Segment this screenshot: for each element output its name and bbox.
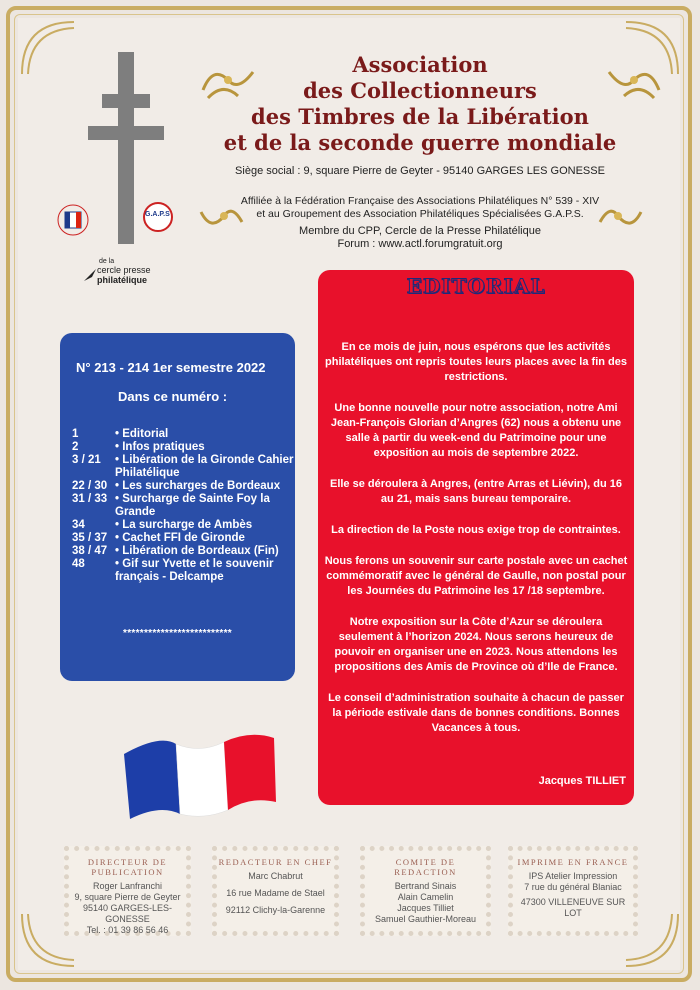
toc-page: 2 [72,441,79,453]
editorial-box [318,270,634,805]
stamp-line: Bertrand Sinais [394,881,457,891]
stamp-comite [360,846,491,936]
membre-cpp: Membre du CPP, Cercle de la Presse Philatélique [299,225,541,237]
stamp-line: Tel. : 01 39 86 56 46 [86,925,169,935]
toc-title: • Libération de la Gironde Cahier Philatélique [115,454,294,479]
title-line: des Collectionneurs [303,78,537,103]
toc-row[interactable] [72,428,294,441]
toc-row[interactable] [72,558,294,584]
stamp-imprime [508,846,638,936]
toc-row[interactable] [72,545,294,558]
stamp-line: Marc Chabrut [248,871,303,881]
stamp-line: 92112 Clichy-la-Garenne [225,905,326,915]
stamp-line: 95140 GARGES-LES-GONESSE [82,903,173,924]
stars-separator: ************************** [123,628,232,639]
toc-page: 48 [72,558,85,570]
toc-row[interactable] [72,493,294,519]
editorial-title: EDITORIAL [406,274,546,298]
toc-page: 38 / 47 [72,545,108,557]
stamp-directeur [64,846,191,936]
toc-title: • Les surcharges de Bordeaux [115,480,281,492]
stamp-line: Samuel Gauthier-Moreau [374,914,477,924]
cpp-small: de la [99,258,115,265]
title-line: Association [352,52,488,77]
toc-page: 3 / 21 [72,454,101,466]
stamp-line: Alain Camelin [397,892,454,902]
editorial-paragraph: Le conseil d’administration souhaite à chacun de passer la période estivale dans de bonnes conditions. Bonnes Vacances à tous. [328,692,624,734]
table-of-contents [72,428,294,584]
gaps-label: G.A.P.S [145,211,170,218]
title-line: et de la seconde guerre mondiale [223,130,617,155]
editorial-text [324,340,628,752]
siege-social: Siège social : 9, square Pierre de Geyter - 95140 GARGES LES GONESSE [235,165,605,177]
affiliation-line-2: et au Groupement des Association Philatéliques Spécialisées G.A.P.S. [256,208,584,220]
toc-row[interactable] [72,480,294,493]
toc-page: 22 / 30 [72,480,108,492]
stamp-line: 7 rue du général Blaniac [524,882,622,892]
stamp-redacteur [212,846,339,936]
stamp-line: 47300 VILLENEUVE SUR LOT [520,897,626,918]
issue-number: N° 213 - 214 1er semestre 2022 [76,360,266,375]
affiliation-line-1: Affiliée à la Fédération Française des Associations Philatéliques N° 539 - XIV [240,195,600,207]
cpp-line-1: cercle presse [97,265,151,275]
stamp-heading: COMITE DE REDACTION [394,857,457,877]
cpp-logo [83,258,151,285]
editorial-signature: Jacques TILLIET [538,775,626,787]
ffap-logo-icon [55,202,91,238]
sommaire-heading: Dans ce numéro : [118,389,228,404]
title-line: des Timbres de la Libération [251,104,589,129]
sommaire-box [60,333,295,681]
stamp-line: Jacques Tilliet [397,903,454,913]
toc-title: • Cachet FFI de Gironde [115,532,245,544]
toc-row[interactable] [72,454,294,480]
quill-icon [83,268,97,282]
toc-row[interactable] [72,532,294,545]
editorial-paragraph: La direction de la Poste nous exige trop de contraintes. [331,524,621,536]
stamp-line: IPS Atelier Impression [528,871,618,881]
association-title [200,52,640,156]
stamp-heading: IMPRIME EN FRANCE [517,857,629,867]
corner-ornament-icon [18,18,78,78]
editorial-paragraph: Elle se déroulera à Angres, (entre Arras et Liévin), du 16 au 21, mais sans bureau temporaire. [329,478,622,505]
toc-title: • Libération de Bordeaux (Fin) [115,545,279,557]
toc-title: • Infos pratiques [115,441,205,453]
toc-row[interactable] [72,441,294,454]
french-flag-icon [120,724,280,824]
toc-title: • La surcharge de Ambès [115,519,253,531]
stamp-line: 9, square Pierre de Geyter [74,892,181,902]
editorial-paragraph: En ce mois de juin, nous espérons que les activités philatéliques ont repris toutes leurs places avec la fin des restrictions. [325,341,627,383]
editorial-paragraph: Une bonne nouvelle pour notre association, notre Ami Jean-François Glorian d’Angres (62) nous a obtenu une salle à partir du week-end du Patrimoine pour une exposition au mois de septembre 2022. [330,402,622,459]
toc-page: 31 / 33 [72,493,108,505]
stamp-line: Roger Lanfranchi [92,881,163,891]
toc-page: 35 / 37 [72,532,108,544]
toc-page: 34 [72,519,85,531]
stamp-heading: DIRECTEUR DE PUBLICATION [87,857,168,877]
forum-link[interactable]: Forum : www.actl.forumgratuit.org [337,238,503,250]
toc-title: • Surcharge de Sainte Foy la Grande [115,493,270,518]
stamp-heading: REDACTEUR EN CHEF [218,857,333,867]
editorial-paragraph: Nous ferons un souvenir sur carte postale avec un cachet commémoratif avec le général de Gaulle, non postal pour les Journées du Patrimoine les 17 /18 septembre. [324,555,628,597]
stamp-line: 16 rue Madame de Stael [226,888,325,898]
cpp-line-2: philatélique [97,275,148,285]
toc-page: 1 [72,428,79,440]
toc-row[interactable] [72,519,294,532]
editorial-paragraph: Notre exposition sur la Côte d’Azur se déroulera seulement à l’horizon 2024. Nous serons heureux de pouvoir en organiser une en 2023. Nous attendons les propositions des Amis de Province où d’Ile de France. [334,616,618,673]
toc-title: • Gif sur Yvette et le souvenir français - Delcampe [115,558,274,583]
toc-title: • Editorial [115,428,169,440]
